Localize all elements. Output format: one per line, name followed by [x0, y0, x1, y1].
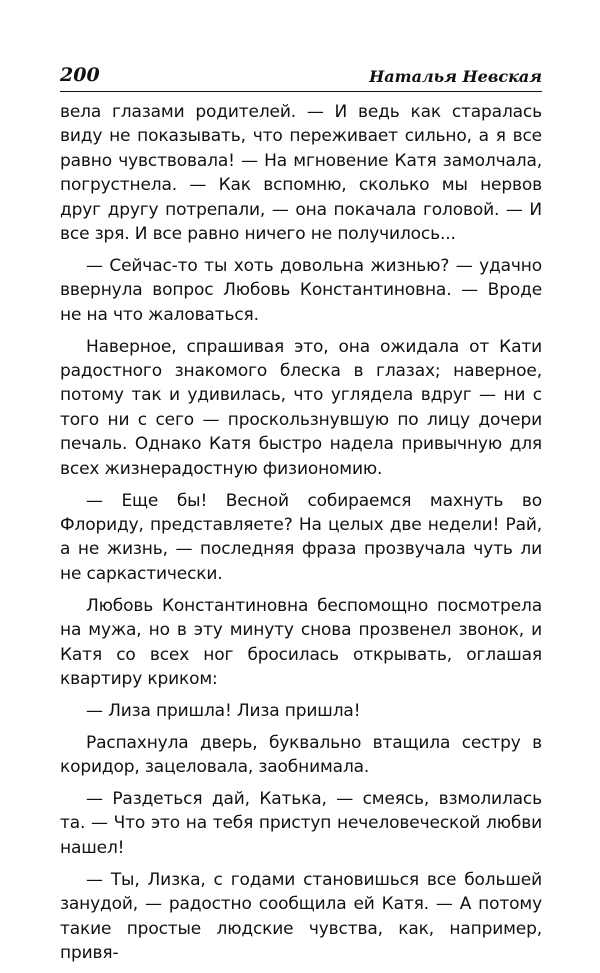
paragraph: — Сейчас-то ты хоть довольна жизнью? — удачно ввернула вопрос Любовь Константиновна. — Вроде не на что жаловаться. [60, 255, 542, 325]
page-number: 200 [60, 64, 100, 86]
paragraph: Распахнула дверь, буквально втащила сестру в коридор, зацеловала, заобнимала. [60, 732, 542, 778]
paragraph: — Еще бы! Весной собираемся махнуть во Флориду, представляете? На целых две недели! Рай, а не жизнь, — последняя фраза прозвучала чуть ли не саркастически. [60, 490, 542, 584]
paragraph: Любовь Константиновна беспомощно посмотрела на мужа, но в эту минуту снова прозвенел звонок, и Катя со всех ног бросилась открывать, оглашая квартиру криком: [60, 595, 542, 689]
page-header [60, 66, 542, 92]
running-title: Наталья Невская [369, 67, 542, 86]
book-page [60, 66, 542, 973]
paragraph: — Раздеться дай, Катька, — смеясь, взмолилась та. — Что это на тебя приступ нечеловеческой любви нашел! [60, 789, 542, 858]
page-body [60, 100, 542, 965]
paragraph: — Лиза пришла! Лиза пришла! [86, 700, 361, 721]
paragraph: Наверное, спрашивая это, она ожидала от Кати радостного знакомого блеска в глазах; наверное, потому так и удивилась, что углядела вдруг — ни с того ни с сего — проскользнувшую по лицу дочери печаль. Однако Катя быстро надела привычную для всех жизнерадостную физиономию. [60, 336, 542, 479]
paragraph: — Ты, Лизка, с годами становишься все большей занудой, — радостно сообщила ей Катя. — А потому такие простые людские чувства, как, например, привя- [60, 869, 542, 963]
paragraph: вела глазами родителей. — И ведь как старалась виду не показывать, что переживает сильно, а я все равно чувствовала! — На мгновение Катя замолчала, погрустнела. — Как вспомню, сколько мы нервов друг другу потрепали, — она покачала головой. — И все зря. И все равно ничего не получилось... [60, 102, 542, 245]
